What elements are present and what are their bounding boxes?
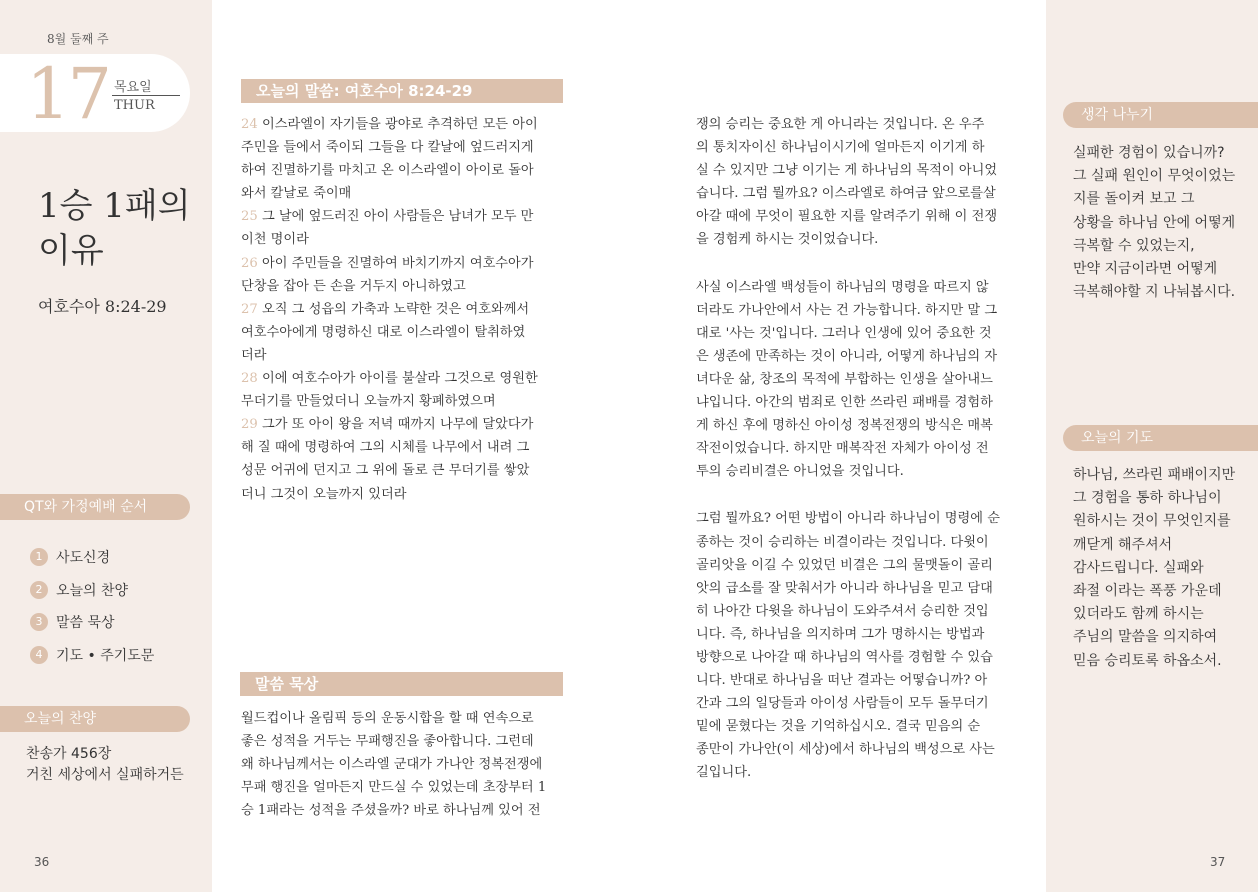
meditation-line: 방향으로 나아갈 때 하나님의 역사를 경험할 수 있습	[696, 649, 993, 665]
list-item	[30, 574, 154, 607]
verse-text: 이천 명이라	[241, 232, 309, 248]
page-number-left: 36	[34, 855, 50, 869]
think-line: 상황을 하나님 안에 어떻게	[1073, 214, 1236, 231]
meditation-line: 녀다운 삶, 창조의 목적에 부합하는 인생을 살아내느	[696, 371, 993, 387]
think-line: 극복할 수 있었는지,	[1073, 237, 1195, 254]
hymn-line: 거친 세상에서 실패하거든	[26, 767, 184, 783]
meditation-line: 더라도 가나안에서 사는 건 가능합니다. 하지만 말 그	[696, 302, 998, 318]
verse-line	[241, 136, 564, 159]
meditation-line: 을 경험케 하시는 것이었습니다.	[696, 232, 879, 248]
verse-number: 26	[241, 255, 258, 271]
weekday-divider	[112, 95, 180, 96]
list-item	[30, 606, 154, 639]
verse-text: 해 질 때에 명령하여 그의 시체를 나무에서 내려 그	[241, 440, 530, 456]
meditation-line: 냐입니다. 아간의 범죄로 인한 쓰라린 패배를 경험하	[696, 395, 993, 411]
meditation-line: 종하는 것이 승리하는 비결이라는 것입니다. 다윗이	[696, 534, 989, 550]
meditation-line: 무패 행진을 얼마든지 만드실 수 있었는데 초장부터 1	[241, 780, 547, 796]
paragraph-gap	[696, 252, 1018, 276]
think-line: 실패한 경험이 있습니까?	[1073, 145, 1225, 161]
meditation-line: 게 하신 후에 명하신 아이성 정복전쟁의 방식은 매복	[696, 418, 993, 434]
meditation-line: 길입니다.	[696, 765, 752, 781]
prayer-line: 하나님, 쓰라린 패배이지만	[1073, 467, 1236, 483]
page-title	[38, 184, 191, 274]
number-badge: 3	[30, 613, 48, 631]
verse-line	[241, 436, 564, 459]
verse-line	[241, 459, 564, 482]
think-line: 극복해야할 지 나눠봅시다.	[1073, 284, 1236, 301]
meditation-line: 종만이 가나안(이 세상)에서 하나님의 백성으로 사는	[696, 742, 995, 758]
meditation-line: 은 생존에 만족하는 것이 아니라, 어떻게 하나님의 자	[696, 348, 998, 364]
prayer-line: 주님의 말씀을 의지하여	[1073, 629, 1218, 646]
verse-text: 성문 어귀에 던지고 그 위에 돌로 큰 무더기를 쌓았	[241, 463, 530, 479]
prayer-line: 믿음 승리토록 하옵소서.	[1073, 652, 1222, 669]
verse-text: 단창을 잡아 든 손을 거두지 아니하였고	[241, 278, 466, 294]
verse-text: 그 날에 엎드러진 아이 사람들은 남녀가 모두 만	[257, 209, 534, 225]
verse-line	[241, 205, 564, 228]
verse-line	[241, 159, 564, 182]
meditation-line: 의 통치자이신 하나님이시기에 얼마든지 이기게 하	[696, 140, 985, 156]
scripture-reference: 여호수아 8:24-29	[38, 297, 167, 316]
hymn-tag: 오늘의 찬양	[0, 706, 190, 732]
meditation-line: 니다. 즉, 하나님을 의지하며 그가 명하시는 방법과	[696, 626, 985, 642]
verse-text: 더라	[241, 347, 267, 363]
prayer-line: 그 경험을 통하 하나님이	[1073, 490, 1222, 507]
verse-text: 주민을 들에서 죽이되 그들을 다 칼날에 엎드러지게	[241, 140, 534, 156]
verse-line	[241, 390, 564, 413]
title-line: 이유	[38, 231, 104, 271]
list-item-label: 오늘의 찬양	[56, 582, 129, 599]
meditation-line: 월드컵이나 올림픽 등의 운동시합을 할 때 연속으로	[241, 711, 534, 726]
meditation-text-col1	[241, 707, 564, 822]
verse-text: 무더기를 만들었더니 오늘까지 황폐하였으며	[241, 394, 496, 410]
verse-text: 그가 또 아이 왕을 저녁 때까지 나무에 달았다가	[257, 417, 534, 433]
verse-number: 28	[241, 371, 258, 387]
meditation-line: 실 수 있지만 그냥 이기는 게 하나님의 목적이 아니었	[696, 163, 998, 179]
prayer-text	[1073, 464, 1235, 673]
prayer-line: 감사드립니다. 실패와	[1073, 559, 1204, 576]
meditation-line: 좋은 성적을 거두는 무패행진을 좋아합니다. 그런데	[241, 734, 534, 750]
verse-line	[241, 321, 564, 344]
prayer-line: 좌절 이라는 폭풍 가운데	[1073, 583, 1222, 600]
meditation-line: 간과 그의 일당들과 아이성 사람들이 모두 돌무더기	[696, 696, 989, 712]
verse-line	[241, 252, 564, 275]
weekday-korean: 목요일	[114, 80, 152, 95]
verse-text: 이에 여호수아가 아이를 불살라 그것으로 영원한	[257, 371, 538, 387]
prayer-line: 원하시는 것이 무엇인지를	[1073, 513, 1231, 530]
number-badge: 1	[30, 548, 48, 566]
paragraph-gap	[696, 483, 1018, 507]
verse-text: 여호수아에게 명령하신 대로 이스라엘이 탈취하였	[241, 324, 526, 340]
number-badge: 2	[30, 581, 48, 599]
meditation-line: 니다. 반대로 하나님을 떠난 결과는 어떻습니까? 아	[696, 673, 988, 689]
scripture-heading: 오늘의 말씀: 여호수아 8:24-29	[241, 79, 563, 103]
verse-line	[241, 228, 564, 251]
prayer-tag: 오늘의 기도	[1063, 425, 1258, 451]
meditation-heading: 말씀 묵상	[240, 672, 563, 696]
list-item	[30, 541, 154, 574]
week-label: 8월 둘째 주	[47, 32, 109, 46]
think-text	[1073, 142, 1235, 304]
verse-number: 29	[241, 417, 258, 433]
think-line: 만약 지금이라면 어떻게	[1073, 261, 1218, 278]
verse-line	[241, 413, 564, 436]
meditation-line: 쟁의 승리는 중요한 게 아니라는 것입니다. 온 우주	[696, 117, 985, 132]
verse-line	[241, 182, 564, 205]
meditation-line: 작전이었습니다. 하지만 매복작전 자체가 아이성 전	[696, 441, 989, 457]
list-item-label: 기도 • 주기도문	[56, 647, 155, 664]
meditation-line: 아갈 때에 무엇이 필요한 지를 알려주기 위해 이 전쟁	[696, 209, 998, 225]
hymn-line: 찬송가 456장	[26, 746, 112, 762]
list-item	[30, 639, 154, 672]
scripture-text	[241, 113, 564, 506]
meditation-line: 대로 '사는 것'입니다. 그러나 인생에 있어 중요한 것	[696, 325, 992, 341]
prayer-line: 있더라도 함께 하시는	[1073, 606, 1204, 623]
meditation-line: 그럼 뭘까요? 어떤 방법이 아니라 하나님이 명령에 순	[696, 511, 1000, 527]
verse-line	[241, 344, 564, 367]
verse-number: 24	[241, 117, 258, 132]
meditation-line: 앗의 급소를 잘 맞춰서가 아니라 하나님을 믿고 담대	[696, 580, 993, 596]
meditation-line: 사실 이스라엘 백성들이 하나님의 명령을 따르지 않	[696, 279, 989, 295]
page-number-right: 37	[1210, 855, 1226, 869]
order-list	[30, 541, 154, 671]
order-tag: QT와 가정예배 순서	[0, 494, 190, 520]
think-line: 그 실패 원인이 무엇이었는	[1073, 168, 1236, 185]
list-item-label: 말씀 묵상	[56, 615, 115, 632]
meditation-line: 투의 승리비결은 아니었을 것입니다.	[696, 464, 904, 480]
title-line: 1승 1패의	[38, 186, 191, 226]
hymn-text	[26, 744, 184, 786]
verse-text: 더니 그것이 오늘까지 있더라	[241, 486, 407, 502]
verse-line	[241, 113, 564, 136]
meditation-line: 습니다. 그럼 뭘까요? 이스라엘로 하여금 앞으로를살	[696, 186, 996, 202]
meditation-text-col2	[696, 113, 1018, 785]
verse-number: 25	[241, 209, 258, 225]
verse-number: 27	[241, 301, 258, 317]
verse-text: 아이 주민들을 진멸하여 바치기까지 여호수아가	[257, 255, 534, 271]
verse-line	[241, 275, 564, 298]
meditation-line: 승 1패라는 성적을 주셨을까? 바로 하나님께 있어 전	[241, 803, 541, 819]
verse-line	[241, 298, 564, 321]
verse-text: 오직 그 성읍의 가축과 노략한 것은 여호와께서	[257, 301, 530, 317]
verse-text: 와서 칼날로 죽이매	[241, 186, 352, 202]
meditation-line: 골리앗을 이길 수 있었던 비결은 그의 물맷돌이 골리	[696, 557, 993, 573]
meditation-line: 왜 하나님께서는 이스라엘 군대가 가나안 정복전쟁에	[241, 757, 543, 773]
list-item-label: 사도신경	[56, 550, 111, 567]
day-number: 17	[26, 53, 110, 135]
meditation-line: 밑에 묻혔다는 것을 기억하십시오. 결국 믿음의 순	[696, 719, 981, 735]
verse-line	[241, 367, 564, 390]
think-tag: 생각 나누기	[1063, 102, 1258, 128]
number-badge: 4	[30, 646, 48, 664]
think-line: 지를 돌이켜 보고 그	[1073, 191, 1195, 208]
verse-line	[241, 483, 564, 506]
verse-text: 하여 진멸하기를 마치고 온 이스라엘이 아이로 돌아	[241, 163, 534, 179]
verse-text: 이스라엘이 자기들을 광야로 추격하던 모든 아이	[257, 117, 538, 132]
weekday-english: THUR	[114, 98, 155, 113]
prayer-line: 깨닫게 해주셔서	[1073, 536, 1173, 553]
meditation-line: 히 나아간 다윗을 하나님이 도와주셔서 승리한 것입	[696, 603, 989, 619]
